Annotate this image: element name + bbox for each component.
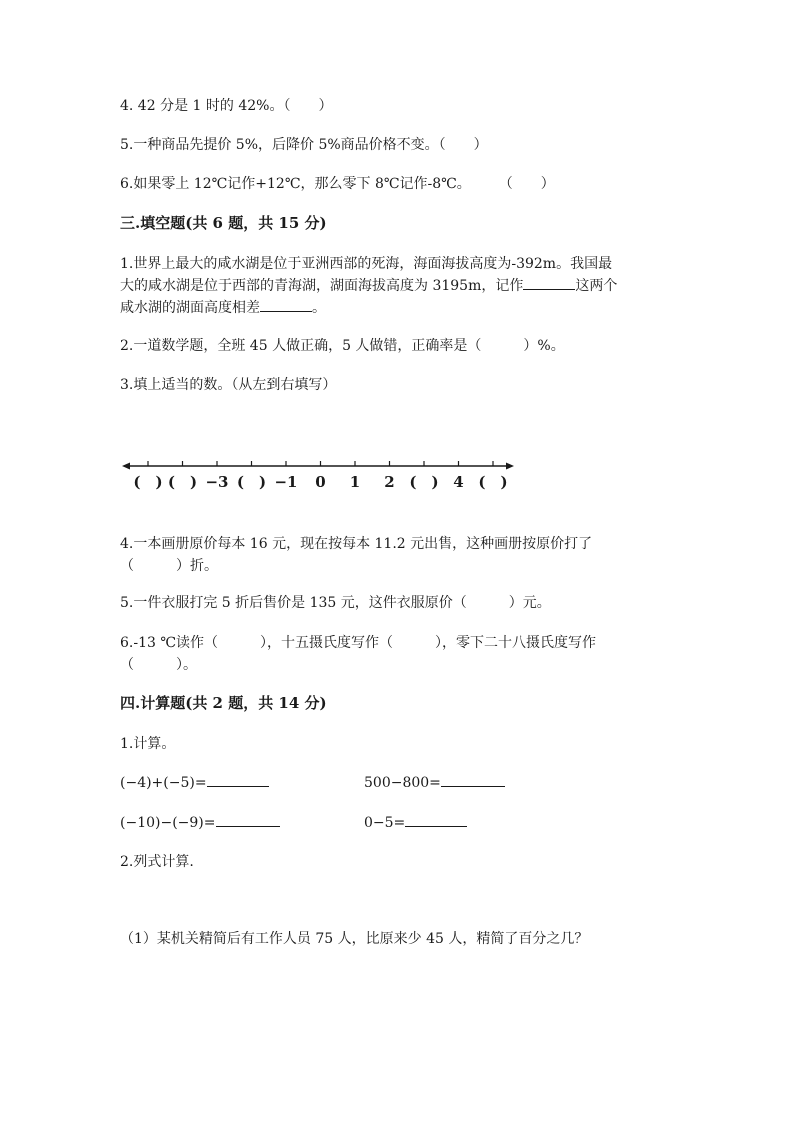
calc-expr-1-answer[interactable] (207, 772, 269, 787)
fill-q4-line2: （ ）折。 (120, 558, 218, 574)
calc-expr-2-text: 500−800= (364, 775, 441, 791)
fill-q2: 2.一道数学题，全班 45 人做正确，5 人做错，正确率是（ ）%。 (120, 338, 565, 354)
number-line-label: −3 (205, 473, 229, 491)
judge-q4: 4. 42 分是 1 时的 42%。（ ） (120, 98, 333, 114)
fill-q1-line2 (120, 275, 617, 297)
fill-q1-line2-tail: 这两个 (575, 278, 618, 294)
fill-q1-line1: 1.世界上最大的咸水湖是位于亚洲西部的死海，海面海拔高度为-392m。我国最 (120, 256, 613, 272)
number-line-label[interactable]: ( ) (167, 473, 198, 491)
calc-q2-sub1: （1）某机关精简后有工作人员 75 人，比原来少 45 人，精简了百分之几？ (120, 931, 589, 947)
fill-q5: 5.一件衣服打完 5 折后售价是 135 元，这件衣服原价（ ）元。 (120, 595, 551, 611)
calc-expr-1-text: (−4)+(−5)= (120, 775, 207, 791)
number-line-label[interactable]: ( ) (133, 473, 163, 491)
number-line-right-arrow (506, 463, 514, 470)
number-line (120, 452, 520, 498)
calc-expr-3-text: (−10)−(−9)= (120, 815, 216, 831)
fill-section-heading: 三.填空题(共 6 题，共 15 分) (120, 214, 327, 232)
fill-q4-line1: 4.一本画册原价每本 16 元，现在按每本 11.2 元出售，这种画册按原价打了 (120, 536, 593, 552)
calc-expr-4 (364, 812, 467, 834)
number-line-label: 2 (384, 473, 395, 491)
fill-q3: 3.填上适当的数。（从左到右填写） (120, 377, 337, 393)
calc-expr-4-answer[interactable] (405, 812, 467, 827)
calc-expr-4-text: 0−5= (364, 815, 406, 831)
calc-q1-title: 1.计算。 (120, 736, 176, 752)
calc-expr-2 (364, 772, 505, 794)
fill-q1-line3 (120, 297, 326, 319)
number-line-label[interactable]: ( ) (478, 473, 508, 491)
fill-q1-line2-text: 大的咸水湖是位于西部的青海湖，湖面海拔高度为 3195m，记作 (120, 278, 524, 294)
number-line-label[interactable]: ( ) (236, 473, 267, 491)
fill-q6-line2: （ ）。 (120, 657, 197, 673)
calc-expr-3-answer[interactable] (216, 812, 280, 827)
number-line-label: 1 (349, 473, 361, 491)
number-line-label: −1 (274, 473, 298, 491)
judge-q5: 5.一种商品先提价 5%，后降价 5%商品价格不变。（ ） (120, 137, 488, 153)
fill-q1-line3-tail: 。 (312, 300, 326, 316)
fill-q1-blank-2[interactable] (260, 297, 312, 312)
calc-expr-1 (120, 772, 269, 794)
calc-expr-3 (120, 812, 280, 834)
calc-expr-2-answer[interactable] (441, 772, 505, 787)
number-line-label: 4 (453, 473, 464, 491)
fill-q1-blank-1[interactable] (523, 275, 575, 290)
number-line-left-arrow (122, 463, 130, 470)
judge-q6: 6.如果零上 12℃记作+12℃，那么零下 8℃记作-8℃。 （ ） (120, 176, 555, 192)
fill-q1-line3-text: 咸水湖的湖面高度相差 (120, 300, 260, 316)
fill-q6-line1: 6.-13 ℃读作（ ），十五摄氏度写作（ ），零下二十八摄氏度写作 (120, 635, 597, 651)
number-line-label: 0 (315, 473, 326, 491)
number-line-label[interactable]: ( ) (409, 473, 439, 491)
calc-section-heading: 四.计算题(共 2 题，共 14 分) (120, 694, 327, 712)
calc-q2-title: 2.列式计算. (120, 854, 194, 870)
